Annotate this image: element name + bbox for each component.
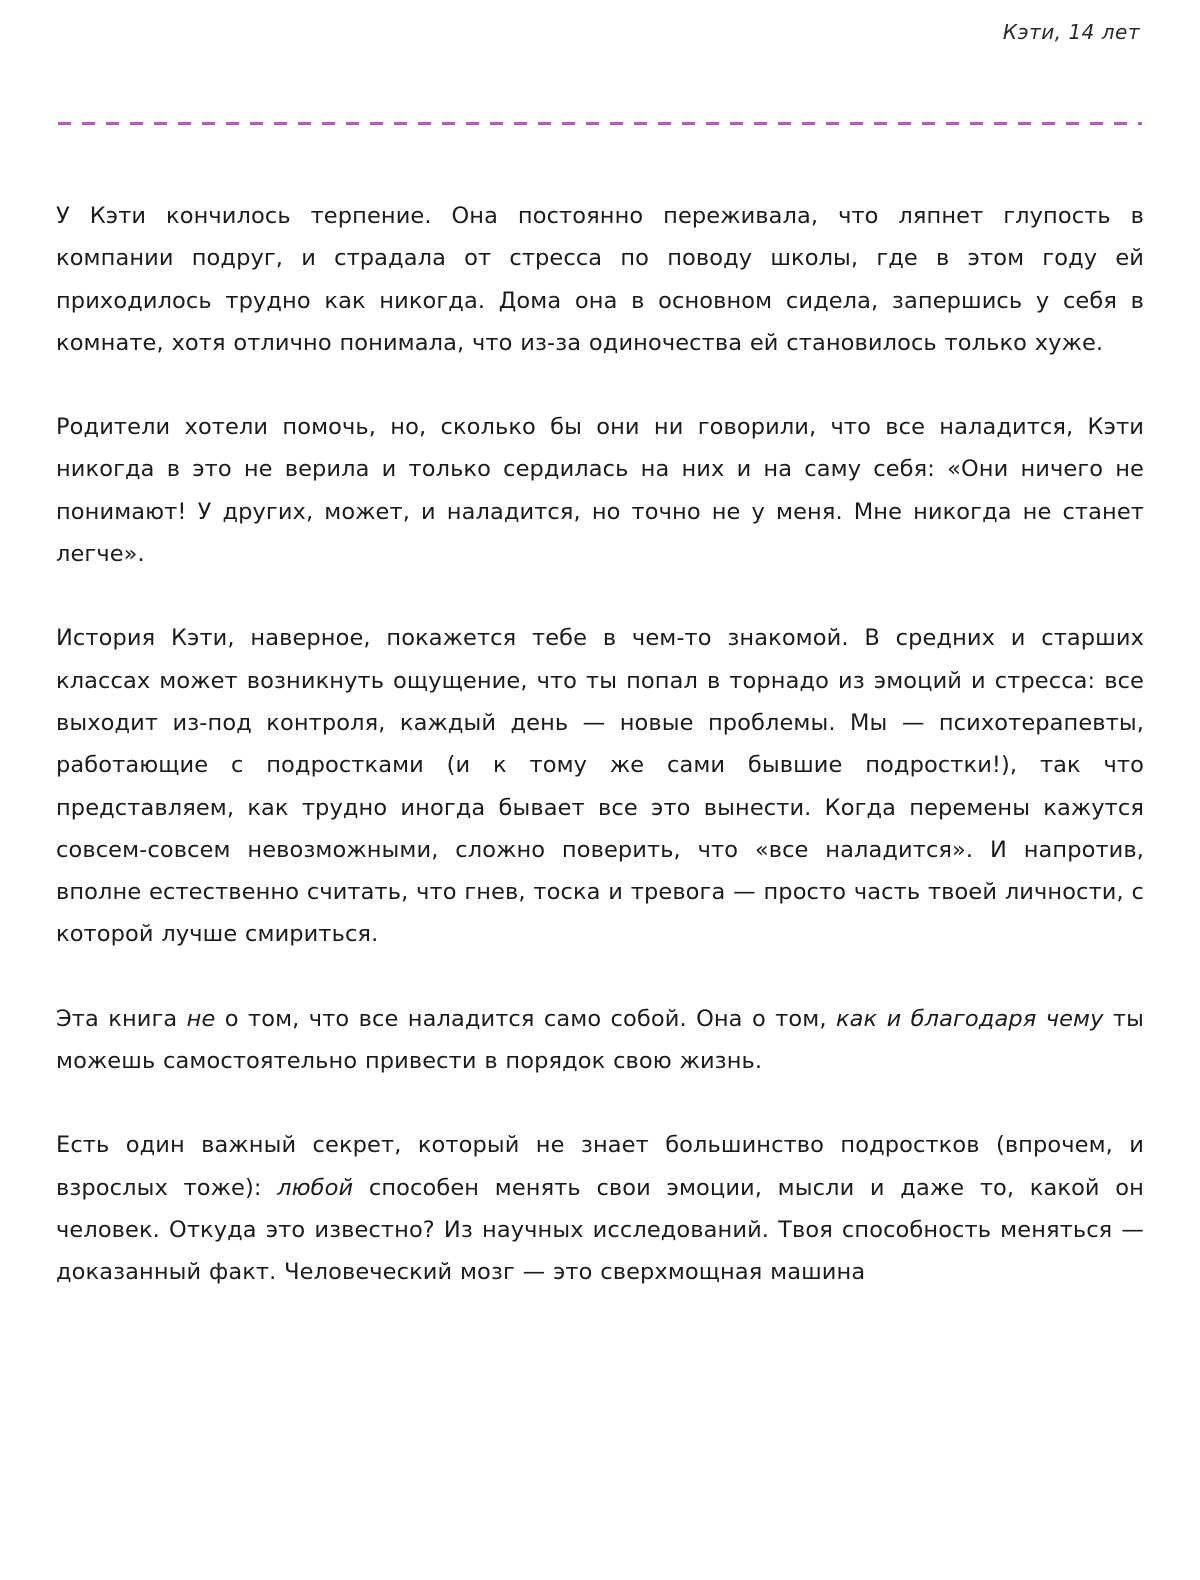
plain-text: о том, что все наладится само собой. Она о том, xyxy=(215,1005,836,1032)
body-text xyxy=(56,195,1144,1294)
dashed-divider xyxy=(58,122,1142,125)
paragraph-4 xyxy=(56,998,1144,1083)
plain-text: Есть один важный секрет, который не знает большинство подростков (впрочем, и взрослых тоже): xyxy=(56,1132,1144,1201)
emphasis-text: любой xyxy=(277,1174,354,1201)
paragraph-2: Родители хотели помочь, но, сколько бы они ни говорили, что все наладится, Кэти никогда в это не верила и только сердилась на них и на саму себя: «Они ничего не понимают! У других, может, и наладится, но точно не у меня. Мне никогда не станет легче». xyxy=(56,414,1144,568)
emphasis-text: как и благодаря чему xyxy=(835,1005,1104,1032)
plain-text: Эта книга xyxy=(56,1005,187,1032)
paragraph-3: История Кэти, наверное, покажется тебе в чем-то знакомой. В средних и старших классах может возникнуть ощущение, что ты попал в торнадо из эмоций и стресса: все выходит из-под контроля, каждый день — новые проблемы. Мы — психотерапевты, работающие с подростками (и к тому же сами бывшие подростки!), так что представляем, как трудно иногда бывает все это вынести. Когда перемены кажутся совсем-совсем невозможными, сложно поверить, что «все наладится». И напротив, вполне естественно считать, что гнев, тоска и тревога — просто часть твоей личности, с которой лучше смириться. xyxy=(56,625,1144,948)
plain-text: способен менять свои эмоции, мысли и даже то, какой он человек. Откуда это известно? Из научных исследований. Твоя способность меняться — доказанный факт. Человеческий мозг — это сверхмощная машина xyxy=(56,1174,1144,1286)
paragraph-1: У Кэти кончилось терпение. Она постоянно переживала, что ляпнет глупость в компании подруг, и страдала от стресса по поводу школы, где в этом году ей приходилось трудно как никогда. Дома она в основном сидела, запершись у себя в комнате, хотя отлично понимала, что из-за одиночества ей становилось только хуже. xyxy=(56,203,1144,356)
plain-text: ты можешь самостоятельно привести в порядок свою жизнь. xyxy=(56,1005,1144,1075)
paragraph-5 xyxy=(56,1124,1144,1293)
emphasis-text: не xyxy=(186,1005,216,1032)
running-head: Кэти, 14 лет xyxy=(1002,20,1140,44)
